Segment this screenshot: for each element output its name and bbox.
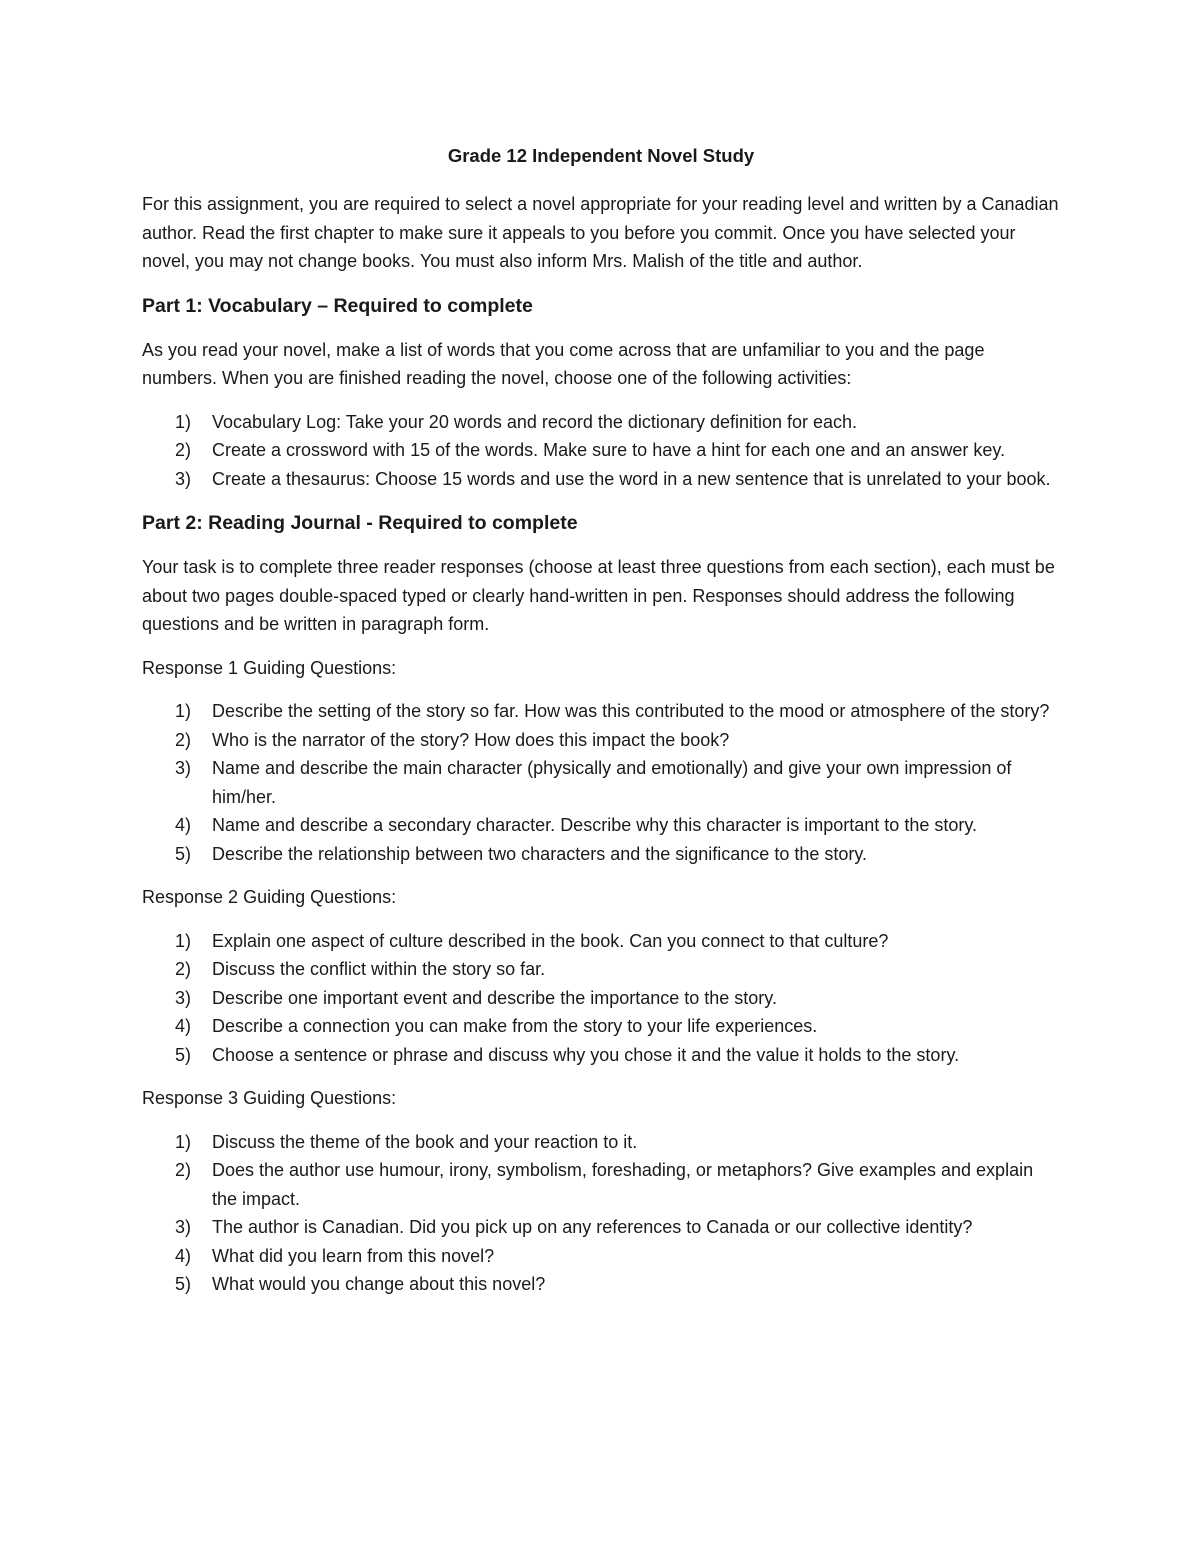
list-number: 2) [175,1160,192,1180]
list-number: 5) [175,1274,192,1294]
response1-question-list [142,697,1060,868]
response1-label: Response 1 Guiding Questions: [142,657,397,678]
list-item [142,927,1060,956]
response2-label: Response 2 Guiding Questions: [142,887,397,907]
list-number: 3) [175,1217,192,1237]
list-item [142,1213,1060,1242]
list-item-text: Describe one important event and describe the importance to the story. [212,987,777,1008]
list-item-text: Explain one aspect of culture described in the book. Can you connect to that culture? [212,930,889,951]
response2-question-list [142,927,1060,1070]
list-number: 4) [175,815,192,835]
response3-question-list [142,1128,1060,1299]
list-item [142,984,1060,1013]
list-item-text: Describe the relationship between two characters and the significance to the story. [212,843,868,864]
list-item-text: Choose a sentence or phrase and discuss why you chose it and the value it holds to the story. [212,1044,960,1065]
list-item-text: Describe the setting of the story so far. How was this contributed to the mood or atmosphere of the story? [212,701,1050,721]
response3-label: Response 3 Guiding Questions: [142,1088,397,1108]
list-item-text: Create a thesaurus: Choose 15 words and use the word in a new sentence that is unrelated to your book. [212,468,1051,489]
list-item-text: What did you learn from this novel? [212,1245,495,1266]
list-item [142,465,1060,494]
part2-heading: Part 2: Reading Journal - Required to complete [142,512,578,534]
list-number: 1) [175,930,192,951]
list-item-text: Who is the narrator of the story? How does this impact the book? [212,729,730,750]
list-item-text: Describe a connection you can make from the story to your life experiences. [212,1016,818,1036]
list-item [142,840,1060,869]
intro-paragraph: For this assignment, you are required to select a novel appropriate for your reading level and written by a Canadian author. Read the first chapter to make sure it appeals to you before you commit. Once you have selected your novel, you may not change books. You must also inform Mrs. Malish of the title and author. [142,194,1059,271]
list-item-text: The author is Canadian. Did you pick up on any references to Canada or our collective identity? [212,1217,973,1237]
list-item-text: Does the author use humour, irony, symbolism, foreshading, or metaphors? Give examples and explain the impact. [212,1160,1034,1209]
list-item [142,726,1060,755]
part1-activity-list [142,408,1060,494]
list-item [142,408,1060,437]
list-number: 3) [175,468,192,489]
list-number: 1) [175,1131,192,1152]
part2-paragraph: Your task is to complete three reader responses (choose at least three questions from each section), each must be about two pages double-spaced typed or clearly hand-written in pen. Responses should address the following questions and be written in paragraph form. [142,557,1055,634]
list-item [142,955,1060,984]
document-title: Grade 12 Independent Novel Study [447,145,755,166]
list-item [142,1128,1060,1157]
list-number: 1) [175,701,192,721]
list-number: 3) [175,758,192,778]
list-item [142,811,1060,840]
list-item-text: Discuss the theme of the book and your reaction to it. [212,1131,638,1152]
list-item-text: What would you change about this novel? [212,1274,546,1294]
list-item-text: Discuss the conflict within the story so far. [212,959,546,979]
list-item-text: Name and describe the main character (physically and emotionally) and give your own impression of him/her. [212,758,1012,807]
list-item-text: Vocabulary Log: Take your 20 words and record the dictionary definition for each. [212,411,858,432]
list-number: 5) [175,843,192,864]
list-number: 2) [175,440,192,460]
list-item-text: Create a crossword with 15 of the words. Make sure to have a hint for each one and an answer key. [212,440,1006,460]
list-number: 5) [175,1044,192,1065]
list-item [142,697,1060,726]
part1-heading: Part 1: Vocabulary – Required to complete [142,294,533,317]
list-number: 2) [175,729,192,750]
list-number: 3) [175,987,192,1008]
list-item [142,1242,1060,1271]
list-item [142,436,1060,465]
list-item [142,754,1060,811]
list-item [142,1012,1060,1041]
list-number: 4) [175,1016,192,1036]
list-number: 4) [175,1245,192,1266]
list-item-text: Name and describe a secondary character. Describe why this character is important to the story. [212,815,978,835]
list-number: 1) [175,411,192,432]
part1-paragraph: As you read your novel, make a list of words that you come across that are unfamiliar to you and the page numbers. When you are finished reading the novel, choose one of the following activities: [142,339,985,388]
list-item [142,1156,1060,1213]
list-number: 2) [175,959,192,979]
list-item [142,1041,1060,1070]
list-item [142,1270,1060,1299]
